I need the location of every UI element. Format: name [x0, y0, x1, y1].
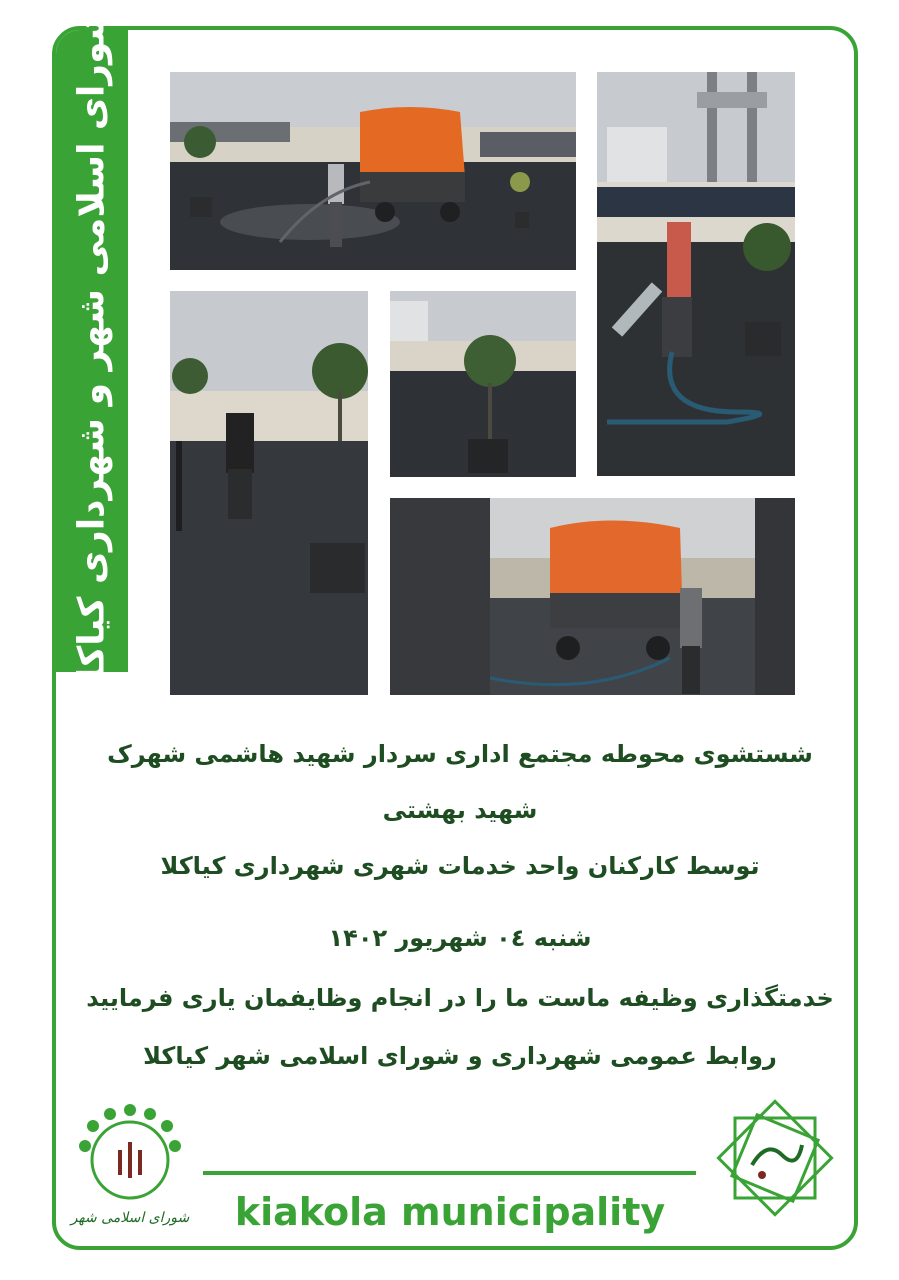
photo-worker-broom — [170, 291, 368, 695]
caption-date: شنبه ۰٤ شهریور ۱۴۰۲ — [328, 924, 592, 952]
council-logo-caption: شورای اسلامی شهر — [70, 1210, 190, 1226]
caption-line-5: خدمتگذاری وظیفه ماست ما را در انجام وظایفمان یاری فرمایید — [86, 984, 834, 1012]
photo-tanker-gate — [390, 498, 795, 695]
caption-line-6: روابط عمومی شهرداری و شورای اسلامی شهر کیاکلا — [143, 1042, 777, 1070]
municipality-logo-icon — [712, 1095, 838, 1221]
council-logo-icon — [75, 1100, 185, 1210]
side-banner-text: شورای اسلامی شهر و شهرداری کیاکلا — [71, 6, 113, 694]
photo-tanker-washing — [170, 72, 576, 270]
caption-line-1: شستشوی محوطه مجتمع اداری سردار شهید هاشمی شهرک — [107, 740, 813, 768]
caption-line-3: توسط کارکنان واحد خدمات شهری شهرداری کیاکلا — [160, 852, 760, 880]
photo-plaza-tree — [390, 291, 576, 477]
footer-divider — [203, 1171, 696, 1175]
footer-brand: kiakola municipality — [234, 1190, 666, 1234]
photo-worker-hose — [597, 72, 795, 476]
caption-line-2: شهید بهشتی — [382, 796, 538, 824]
